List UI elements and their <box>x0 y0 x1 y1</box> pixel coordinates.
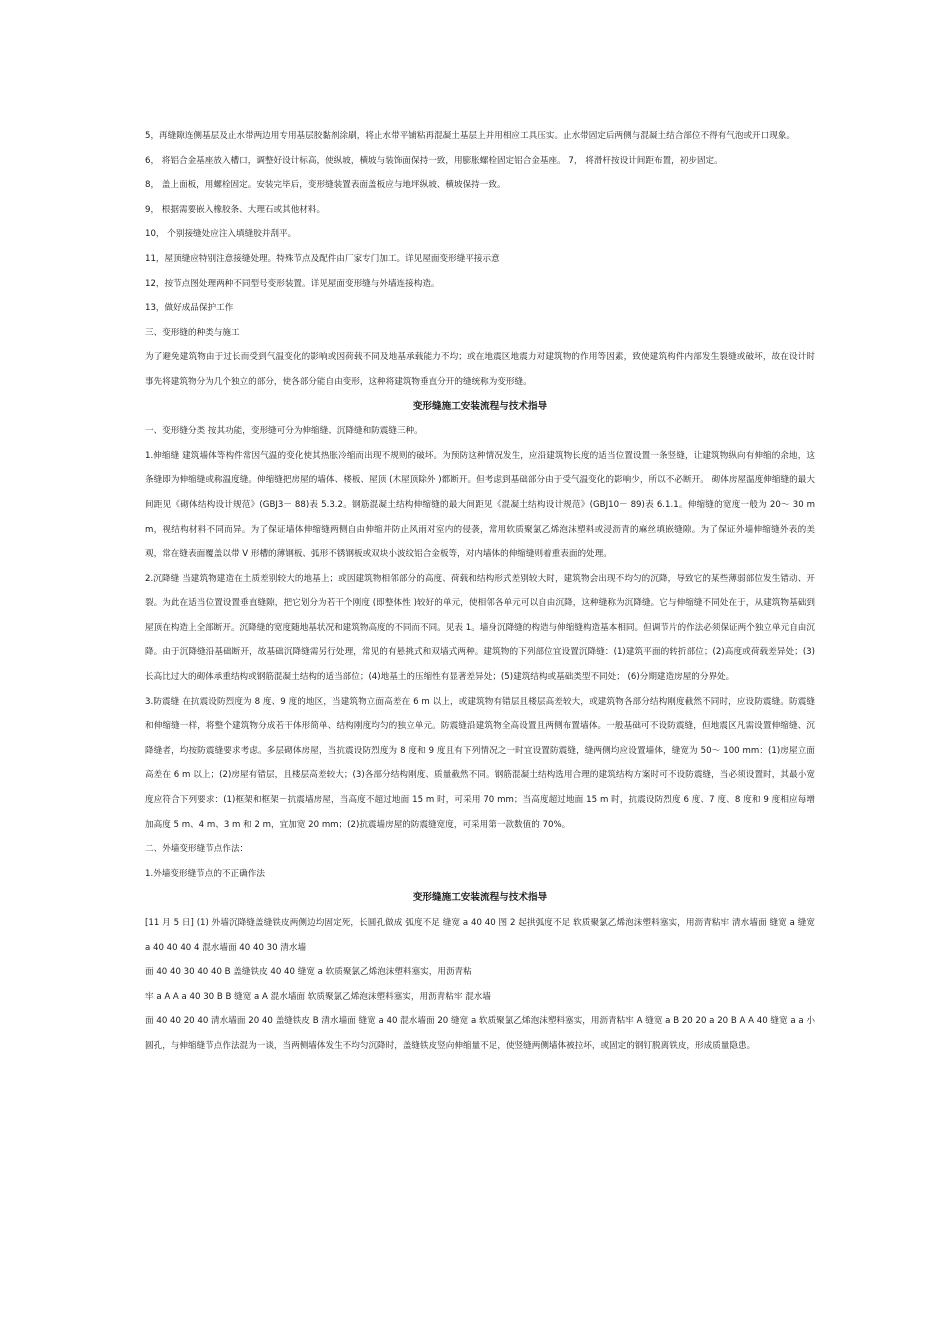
paragraph: 13，做好成品保护工作 <box>145 303 234 314</box>
paragraph: 5，再缝隙连侧基层及止水带两边用专用基层胶黏剂涂刷，将止水带平铺粘再混凝土基层上并用相应工具压实。止水带固定后两侧与混凝土结合部位不得有气泡或开口现象。 <box>145 131 796 141</box>
paragraph: [11 月 5 日] (1) 外墙沉降缝盖缝铁皮两侧边均固定死，长圆孔做成 弧度不足 缝宽 a 40 40 图 2 起拱弧度不足 软质聚氯乙烯泡沫塑料塞实，用沥青粘牢 清水墙面 缝宽 a 缝宽 a 40 40 40 4 混水墙面 40 40 30 清水墙 <box>145 918 815 953</box>
paragraph: 3.防震缝 在抗震设防烈度为 8 度、9 度的地区，当建筑物立面高差在 6 m 以上，或建筑物有错层且楼层高差较大，或建筑物各部分结构刚度截然不同时，应设防震缝。防震缝和伸缩缝一样，将整个建筑物分成若干体形简单、结构刚度均匀的独立单元。防震缝沿建筑物全高设置且两侧布置墙体。一般基础可不设防震缝，但地震区凡需设置伸缩缝、沉降缝者，均按防震缝要求考虑。多层砌体房屋，当抗震设防烈度为 8 度和 9 度且有下列情况之一时宜设置防震缝，缝两侧均应设置墙体，缝宽为 50～ 100 mm：(1)房屋立面高差在 6 m 以上；(2)房屋有错层，且楼层高差较大；(3)各部分结构刚度、质量截然不同。钢筋混凝土结构选用合理的建筑结构方案时可不设防震缝，当必须设置时，其最小宽度应符合下列要求：(1)框架和框架－抗震墙房屋，当高度不超过地面 15 m 时，可采用 70 mm；当高度超过地面 15 m 时，抗震设防烈度 6 度、7 度、8 度和 9 度相应每增加高度 5 m、4 m、3 m 和 2 m，宜加宽 20 mm；(2)抗震墙房屋的防震缝宽度，可采用第一款数值的 70%。 <box>145 696 815 830</box>
section-heading: 变形缝施工安装流程与技术指导 <box>412 892 548 904</box>
paragraph: 8， 盖上面板，用螺栓固定。安装完毕后，变形缝装置表面盖板应与地坪纵坡、横坡保持一致。 <box>145 180 506 191</box>
paragraph: 面 40 40 20 40 清水墙面 20 40 盖缝铁皮 B 清水墙面 缝宽 a 40 混水墙面 20 缝宽 a 软质聚氯乙烯泡沫塑料塞实，用沥青粘牢 A 缝宽 a B 20 20 a 20 B A A 40 缝宽 a a 小圆孔，与伸缩缝节点作法混为一谈，当两侧墙体发生不均匀沉降时，盖缝铁皮竖向伸缩量不足，使竖缝两侧墙体被拉坏，或固定的钢钉脱离铁皮，形成质量隐患。 <box>145 1016 815 1051</box>
paragraph: 11，屋顶缝应特别注意接缝处理。特殊节点及配件由厂家专门加工。详见屋面变形缝平接示意 <box>145 253 500 264</box>
paragraph: 2.沉降缝 当建筑物建造在土质差别较大的地基上；或因建筑物相邻部分的高度、荷载和结构形式差别较大时，建筑物会出现不均匀的沉降，导致它的某些薄弱部位发生错动、开裂。为此在适当位置设置垂直缝隙，把它划分为若干个刚度 (即整体性 )较好的单元，使相邻各单元可以自由沉降，这种缝称为沉降缝。它与伸缩缝不同处在于，从建筑物基础到屋顶在构造上全部断开。沉降缝的宽度随地基状况和建筑物高度的不同而不同。见表 1。墙身沉降缝的构造与伸缩缝构造基本相同。但调节片的作法必须保证两个独立单元自由沉降。由于沉降缝沿基础断开，故基础沉降缝需另行处理，常见的有悬挑式和双墙式两种。建筑物的下列部位宜设置沉降缝：(1)建筑平面的转折部位；(2)高度或荷载差异处；(3)长高比过大的砌体承重结构或钢筋混凝土结构的适当部位；(4)地基土的压缩性有显著差异处；(5)建筑结构或基础类型不同处； (6)分期建造房屋的分界处。 <box>145 573 815 683</box>
paragraph: 牢 a A A a 40 30 B B 缝宽 a A 混水墙面 软质聚氯乙烯泡沫塑料塞实，用沥青粘牢 混水墙 <box>145 991 491 1002</box>
paragraph: 为了避免建筑物由于过长而受到气温变化的影响或因荷载不同及地基承载能力不均；或在地震区地震力对建筑物的作用等因素，致使建筑构件内部发生裂缝或破坏，故在设计时事先将建筑物分为几个独立的部分，使各部分能自由变形，这种将建筑物垂直分开的缝统称为变形缝。 <box>145 352 815 387</box>
paragraph: 一、变形缝分类 按其功能，变形缝可分为伸缩缝、沉降缝和防震缝三种。 <box>145 426 423 437</box>
document-body <box>145 124 815 1059</box>
paragraph: 三、变形缝的种类与施工 <box>145 327 240 338</box>
paragraph: 1.外墙变形缝节点的不正确作法 <box>145 868 265 879</box>
paragraph: 6， 将铝合金基座放入槽口，调整好设计标高，使纵坡，横坡与装饰面保持一致，用膨胀螺栓固定铝合金基座。 7， 将滑杆按设计间距布置，初步固定。 <box>145 155 723 166</box>
paragraph: 10， 个别接缝处应注入填缝胶并刮平。 <box>145 229 297 240</box>
paragraph: 9， 根据需要嵌入橡胶条、大理石或其他材料。 <box>145 204 326 215</box>
paragraph: 面 40 40 30 40 40 B 盖缝铁皮 40 40 缝宽 a 软质聚氯乙烯泡沫塑料塞实，用沥青粘 <box>145 967 472 978</box>
paragraph: 1.伸缩缝 建筑墙体等构件常因气温的变化使其热胀冷缩而出现不规则的破坏。为预防这种情况发生，应沿建筑物长度的适当位置设置一条竖缝，让建筑物纵向有伸缩的余地，这条缝即为伸缩缝或称温度缝。伸缩缝把房屋的墙体、楼板、屋顶 (木屋顶除外 )都断开。但考虑到基础部分由于受气温变化的影响少，所以不必断开。 砌体房屋温度伸缩缝的最大间距见《砌体结构设计规范》(GBJ3－ 88)表 5.3.2。钢筋混凝土结构伸缩缝的最大间距见《混凝土结构设计规范》(GBJ10－ 89)表 6.1.1。伸缩缝的宽度一般为 20～ 30 mm，视结构材料不同而异。为了保证墙体伸缩缝两侧自由伸缩并防止风雨对室内的侵袭，常用软质聚氯乙烯泡沫塑料或浸沥青的麻丝填嵌缝隙。为了保证外墙伸缩缝外表的美观，常在缝表面覆盖以带 V 形槽的薄钢板、弧形不锈钢板或双块小波纹铝合金板等，对内墙体的伸缩缝则着重表面的处理。 <box>145 450 815 560</box>
paragraph: 12，按节点图处理两种不同型号变形装置。详见屋面变形缝与外墙连接构造。 <box>145 278 440 289</box>
section-heading: 变形缝施工安装流程与技术指导 <box>412 400 548 412</box>
paragraph: 二、外墙变形缝节点作法： <box>145 844 249 855</box>
